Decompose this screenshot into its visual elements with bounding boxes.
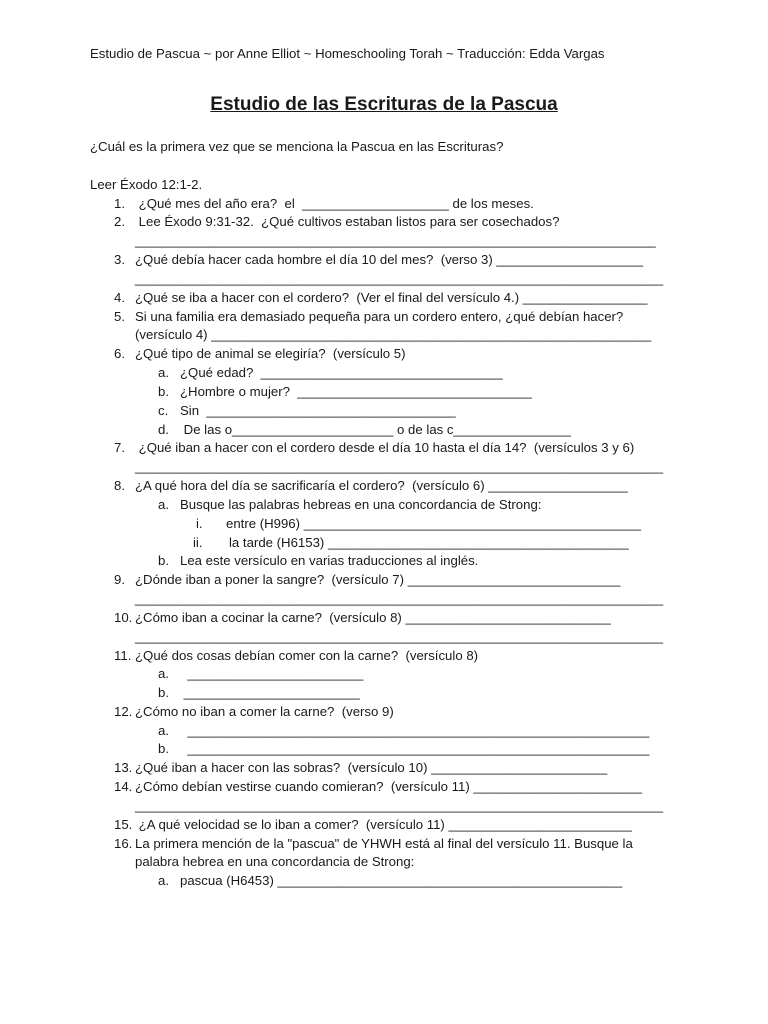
question-number: 12. bbox=[114, 704, 133, 719]
question-text: ¿Qué tipo de animal se elegiría? (versículo 5) bbox=[135, 346, 406, 361]
question-text: ¿Qué mes del año era? el ____________________ de los meses. bbox=[135, 196, 534, 211]
sub-label: c. bbox=[158, 403, 169, 418]
answer-blank: _______________________________________________________________ bbox=[180, 741, 650, 756]
question-number: 4. bbox=[114, 290, 125, 305]
answer-blank: ________________________ bbox=[180, 666, 364, 681]
question-number: 13. bbox=[114, 760, 133, 775]
question-number: 10. bbox=[114, 610, 133, 625]
question-text: ¿Qué iban a hacer con las sobras? (versículo 10) ________________________ bbox=[135, 760, 608, 775]
question-text: ¿Qué iban a hacer con el cordero desde el día 10 hasta el día 14? (versículos 3 y 6) bbox=[135, 440, 635, 455]
answer-line: ________________________________________________________________________ bbox=[135, 459, 664, 474]
answer-line: _______________________________________________________________________ bbox=[135, 233, 656, 248]
sub-label: b. bbox=[158, 685, 169, 700]
question-number: 11. bbox=[114, 648, 132, 663]
sub-label: b. bbox=[158, 384, 169, 399]
question-number: 2. bbox=[114, 214, 125, 229]
question-number: 15. bbox=[114, 817, 133, 832]
question-text: ¿Cómo debían vestirse cuando comieran? (versículo 11) _______________________ bbox=[135, 779, 643, 794]
question-text: ¿A qué hora del día se sacrificaría el cordero? (versículo 6) ___________________ bbox=[135, 478, 628, 493]
sub-question: ¿Hombre o mujer? ________________________________ bbox=[180, 384, 532, 399]
question-number: 7. bbox=[114, 440, 125, 455]
sub-label: b. bbox=[158, 741, 169, 756]
question-text: Lee Éxodo 9:31-32. ¿Qué cultivos estaban listos para ser cosechados? bbox=[135, 214, 560, 229]
question-number: 5. bbox=[114, 309, 125, 324]
sub-label: a. bbox=[158, 666, 169, 681]
sub-label: a. bbox=[158, 873, 169, 888]
answer-line: ________________________________________________________________________ bbox=[135, 798, 664, 813]
intro-question: ¿Cuál es la primera vez que se menciona la Pascua en las Escrituras? bbox=[90, 139, 504, 154]
answer-line: ________________________________________________________________________ bbox=[135, 629, 664, 644]
sub-question: ¿Qué edad? _________________________________ bbox=[180, 365, 503, 380]
question-number: 6. bbox=[114, 346, 125, 361]
question-text: ¿Qué debía hacer cada hombre el día 10 del mes? (verso 3) ____________________ bbox=[135, 252, 644, 267]
sub-label: a. bbox=[158, 497, 169, 512]
answer-blank: ________________________ bbox=[180, 685, 360, 700]
question-number: 16. bbox=[114, 836, 133, 851]
question-number: 14. bbox=[114, 779, 133, 794]
roman-item: entre (H996) ______________________________________________ bbox=[226, 516, 642, 531]
sub-question: De las o______________________ o de las c________________ bbox=[180, 422, 571, 437]
answer-line: (versículo 4) ____________________________________________________________ bbox=[135, 327, 652, 342]
question-text: La primera mención de la "pascua" de YHWH está al final del versículo 11. Busque la bbox=[135, 836, 633, 851]
sub-question: pascua (H6453) _______________________________________________ bbox=[180, 873, 623, 888]
sub-label: a. bbox=[158, 723, 169, 738]
reading-instruction: Leer Éxodo 12:1-2. bbox=[90, 177, 203, 192]
sub-label: b. bbox=[158, 553, 169, 568]
question-text: ¿A qué velocidad se lo iban a comer? (versículo 11) _________________________ bbox=[135, 817, 632, 832]
roman-label: ii. bbox=[193, 535, 203, 550]
answer-line: ________________________________________________________________________ bbox=[135, 271, 664, 286]
roman-item: la tarde (H6153) _________________________________________ bbox=[229, 535, 629, 550]
page-header: Estudio de Pascua ~ por Anne Elliot ~ Homeschooling Torah ~ Traducción: Edda Vargas bbox=[90, 46, 605, 61]
sub-question: Busque las palabras hebreas en una concordancia de Strong: bbox=[180, 497, 542, 512]
question-text-continued: palabra hebrea en una concordancia de Strong: bbox=[135, 854, 415, 869]
page-title: Estudio de las Escrituras de la Pascua bbox=[210, 94, 558, 115]
sub-question: Sin __________________________________ bbox=[180, 403, 456, 418]
sub-label: d. bbox=[158, 422, 169, 437]
sub-label: a. bbox=[158, 365, 169, 380]
roman-label: i. bbox=[196, 516, 203, 531]
question-number: 9. bbox=[114, 572, 125, 587]
question-number: 1. bbox=[114, 196, 125, 211]
question-number: 3. bbox=[114, 252, 125, 267]
question-text: ¿Qué dos cosas debían comer con la carne? (versículo 8) bbox=[135, 648, 479, 663]
question-text: ¿Qué se iba a hacer con el cordero? (Ver el final del versículo 4.) _________________ bbox=[135, 290, 648, 305]
question-number: 8. bbox=[114, 478, 125, 493]
answer-blank: _______________________________________________________________ bbox=[180, 723, 650, 738]
question-text: ¿Dónde iban a poner la sangre? (versículo 7) _____________________________ bbox=[135, 572, 621, 587]
question-text: ¿Cómo iban a cocinar la carne? (versículo 8) ____________________________ bbox=[135, 610, 611, 625]
sub-question: Lea este versículo en varias traducciones al inglés. bbox=[180, 553, 479, 568]
question-text: Si una familia era demasiado pequeña para un cordero entero, ¿qué debían hacer? bbox=[135, 309, 624, 324]
question-text: ¿Cómo no iban a comer la carne? (verso 9) bbox=[135, 704, 394, 719]
answer-line: ________________________________________________________________________ bbox=[135, 591, 664, 606]
